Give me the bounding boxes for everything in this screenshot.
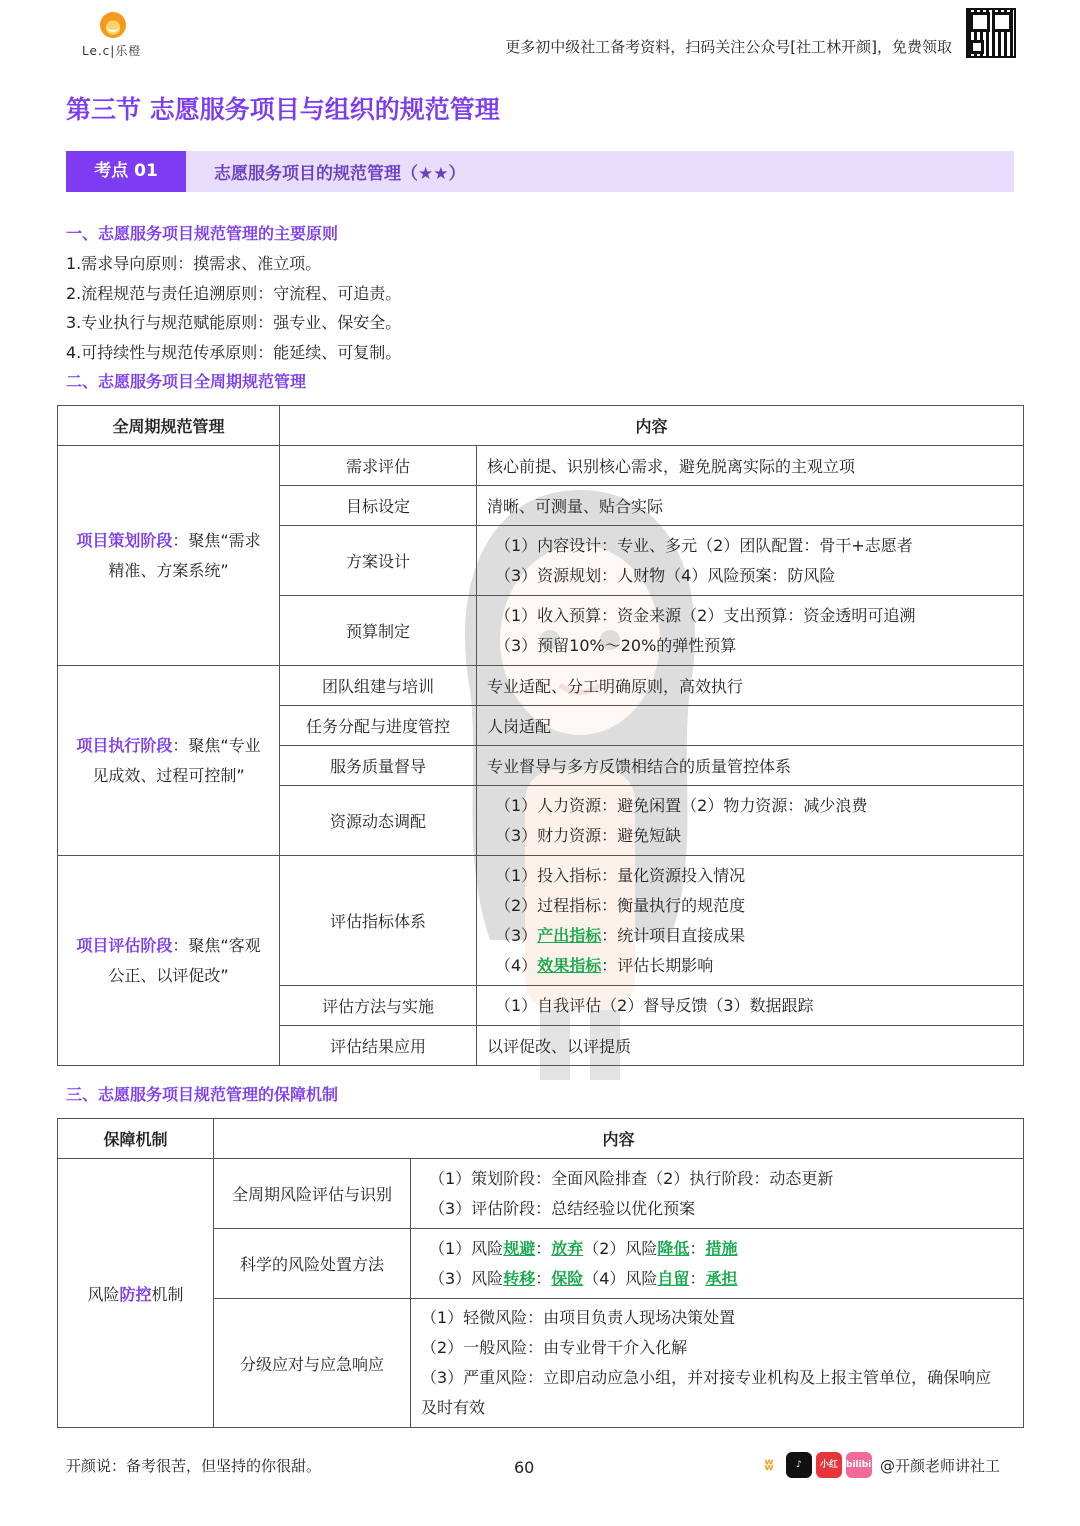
table-header-cell: 全周期规范管理 xyxy=(58,406,280,446)
page-header xyxy=(0,0,1080,70)
key-point-tag: 考点 01 xyxy=(66,151,186,192)
risk-prefix: （2）风险 xyxy=(583,1238,658,1258)
table-item-cell: 评估方法与实施 xyxy=(280,986,477,1026)
table-content-cell xyxy=(477,786,1024,856)
logo-text: Le.c|乐橙 xyxy=(82,44,142,58)
table-item-cell: 预算制定 xyxy=(280,596,477,666)
bilibili-icon[interactable]: bilibili xyxy=(846,1452,872,1478)
risk-sep: ： xyxy=(535,1268,552,1288)
stage-cell xyxy=(58,666,280,856)
content-line xyxy=(429,1264,1005,1294)
risk-keyword: 转移 xyxy=(503,1268,536,1288)
table-content-cell xyxy=(411,1229,1024,1299)
risk-keyword: 规避 xyxy=(503,1238,536,1258)
risk-keyword: 保险 xyxy=(551,1268,584,1288)
section-title: 第三节 志愿服务项目与组织的规范管理 xyxy=(66,95,500,124)
mechanism-suffix: 机制 xyxy=(151,1284,184,1304)
indicator-keyword: 效果指标 xyxy=(537,955,602,975)
content-line xyxy=(495,951,1005,981)
table-item-cell: 需求评估 xyxy=(280,446,477,486)
content-line xyxy=(429,1234,1005,1264)
indicator-prefix: （3） xyxy=(495,925,538,945)
stage-name: 项目执行阶段 xyxy=(76,735,173,755)
risk-keyword: 降低 xyxy=(657,1238,690,1258)
content-line xyxy=(495,921,1005,951)
table-item-cell: 分级应对与应急响应 xyxy=(214,1299,411,1428)
page-number: 60 xyxy=(514,1458,535,1477)
table-item-cell: 全周期风险评估与识别 xyxy=(214,1159,411,1229)
table-content-cell: 核心前提、识别核心需求，避免脱离实际的主观立项 xyxy=(477,446,1024,486)
smile-logo-icon xyxy=(100,12,126,38)
table-content-cell: 专业适配、分工明确原则，高效执行 xyxy=(477,666,1024,706)
mechanism-prefix: 风险 xyxy=(87,1284,120,1304)
risk-keyword: 承担 xyxy=(705,1268,738,1288)
content-line: （1）策划阶段：全面风险排查（2）执行阶段：动态更新 xyxy=(429,1168,834,1188)
table-item-cell: 评估指标体系 xyxy=(280,856,477,986)
table-content-cell xyxy=(477,596,1024,666)
table-header-cell: 内容 xyxy=(280,406,1024,446)
table-content-cell xyxy=(411,1159,1024,1229)
principle-item: 1.需求导向原则：摸需求、准立项。 xyxy=(66,254,322,273)
table-item-cell: 任务分配与进度管控 xyxy=(280,706,477,746)
principle-item: 3.专业执行与规范赋能原则：强专业、保安全。 xyxy=(66,313,402,332)
stage-name: 项目策划阶段 xyxy=(76,530,173,550)
table-item-cell: 科学的风险处置方法 xyxy=(214,1229,411,1299)
content-line: （3）预留10%～20%的弹性预算 xyxy=(495,635,737,655)
heading-safeguards: 三、志愿服务项目规范管理的保障机制 xyxy=(66,1085,339,1104)
footer-motto: 开颜说：备考很苦，但坚持的你很甜。 xyxy=(66,1457,322,1475)
risk-prefix: （4）风险 xyxy=(583,1268,658,1288)
risk-prefix: （3）风险 xyxy=(429,1268,504,1288)
heading-lifecycle: 二、志愿服务项目全周期规范管理 xyxy=(66,372,307,391)
xiaohongshu-icon[interactable]: 小红书 xyxy=(816,1452,842,1478)
content-line: （1）人力资源：避免闲置（2）物力资源：减少浪费 xyxy=(495,795,868,815)
table-content-cell xyxy=(477,856,1024,986)
content-line: （3）评估阶段：总结经验以优化预案 xyxy=(429,1198,696,1218)
stage-desc: ：聚焦“需求精准、方案系统” xyxy=(108,530,261,580)
content-line: （1）轻微风险：由项目负责人现场决策处置 xyxy=(421,1308,736,1327)
content-line: （3）财力资源：避免短缺 xyxy=(495,825,682,845)
table-item-cell: 资源动态调配 xyxy=(280,786,477,856)
stage-cell xyxy=(58,856,280,1066)
mechanism-cell xyxy=(58,1159,214,1428)
footer-handle: @开颜老师讲社工 xyxy=(880,1457,1001,1475)
risk-keyword: 自留 xyxy=(657,1268,690,1288)
table-header-cell: 内容 xyxy=(214,1119,1024,1159)
table-content-cell: 以评促改、以评提质 xyxy=(477,1026,1024,1066)
indicator-suffix: ：统计项目直接成果 xyxy=(601,925,746,945)
stage-name: 项目评估阶段 xyxy=(76,935,173,955)
risk-keyword: 放弃 xyxy=(551,1238,584,1258)
principle-item: 4.可持续性与规范传承原则：能延续、可复制。 xyxy=(66,343,402,362)
tiktok-icon[interactable]: ♪ xyxy=(786,1452,812,1478)
key-point-title: 志愿服务项目的规范管理（★★） xyxy=(214,164,466,184)
content-line: （2）过程指标：衡量执行的规范度 xyxy=(495,895,746,915)
table-content-cell xyxy=(411,1299,1024,1428)
table-content-cell: 人岗适配 xyxy=(477,706,1024,746)
risk-prefix: （1）风险 xyxy=(429,1238,504,1258)
table-item-cell: 服务质量督导 xyxy=(280,746,477,786)
principle-item: 2.流程规范与责任追溯原则：守流程、可追责。 xyxy=(66,284,402,303)
content-line: （2）一般风险：由专业骨干介入化解 xyxy=(421,1338,688,1357)
risk-keyword: 措施 xyxy=(705,1238,738,1258)
risk-sep: ： xyxy=(535,1238,552,1258)
header-promo-text: 更多初中级社工备考资料，扫码关注公众号[社工林开颜]，免费领取 xyxy=(505,38,952,56)
table-item-cell: 目标设定 xyxy=(280,486,477,526)
weibo-like-icon[interactable]: ʬ xyxy=(756,1452,782,1478)
mechanism-keyword: 防控 xyxy=(119,1284,152,1304)
qr-code-icon[interactable] xyxy=(966,8,1016,58)
indicator-prefix: （4） xyxy=(495,955,538,975)
brand-logo xyxy=(78,12,150,58)
risk-sep: ： xyxy=(689,1238,706,1258)
content-line: （3）严重风险：立即启动应急小组，并对接专业机构及上报主管单位，确保响应及时有效 xyxy=(421,1368,992,1417)
risk-sep: ： xyxy=(689,1268,706,1288)
indicator-suffix: ：评估长期影响 xyxy=(601,955,714,975)
stage-cell xyxy=(58,446,280,666)
table-content-cell: 专业督导与多方反馈相结合的质量管控体系 xyxy=(477,746,1024,786)
table-item-cell: 团队组建与培训 xyxy=(280,666,477,706)
content-line: （1）收入预算：资金来源（2）支出预算：资金透明可追溯 xyxy=(495,605,916,625)
content-line: （1）内容设计：专业、多元（2）团队配置：骨干+志愿者 xyxy=(495,535,913,555)
indicator-keyword: 产出指标 xyxy=(537,925,602,945)
stage-desc: ：聚焦“专业见成效、过程可控制” xyxy=(92,735,261,785)
table-content-cell: （1）自我评估（2）督导反馈（3）数据跟踪 xyxy=(477,986,1024,1026)
table-header-cell: 保障机制 xyxy=(58,1119,214,1159)
key-point-banner xyxy=(66,151,1014,192)
content-line: （3）资源规划：人财物（4）风险预案：防风险 xyxy=(495,565,836,585)
table-item-cell: 评估结果应用 xyxy=(280,1026,477,1066)
safeguard-table xyxy=(57,1118,1024,1428)
lifecycle-table xyxy=(57,405,1024,1066)
table-content-cell xyxy=(477,526,1024,596)
table-item-cell: 方案设计 xyxy=(280,526,477,596)
table-content-cell: 清晰、可测量、贴合实际 xyxy=(477,486,1024,526)
heading-principles: 一、志愿服务项目规范管理的主要原则 xyxy=(66,224,339,243)
content-line: （1）投入指标：量化资源投入情况 xyxy=(495,865,746,885)
stage-desc: ：聚焦“客观公正、以评促改” xyxy=(108,935,261,985)
